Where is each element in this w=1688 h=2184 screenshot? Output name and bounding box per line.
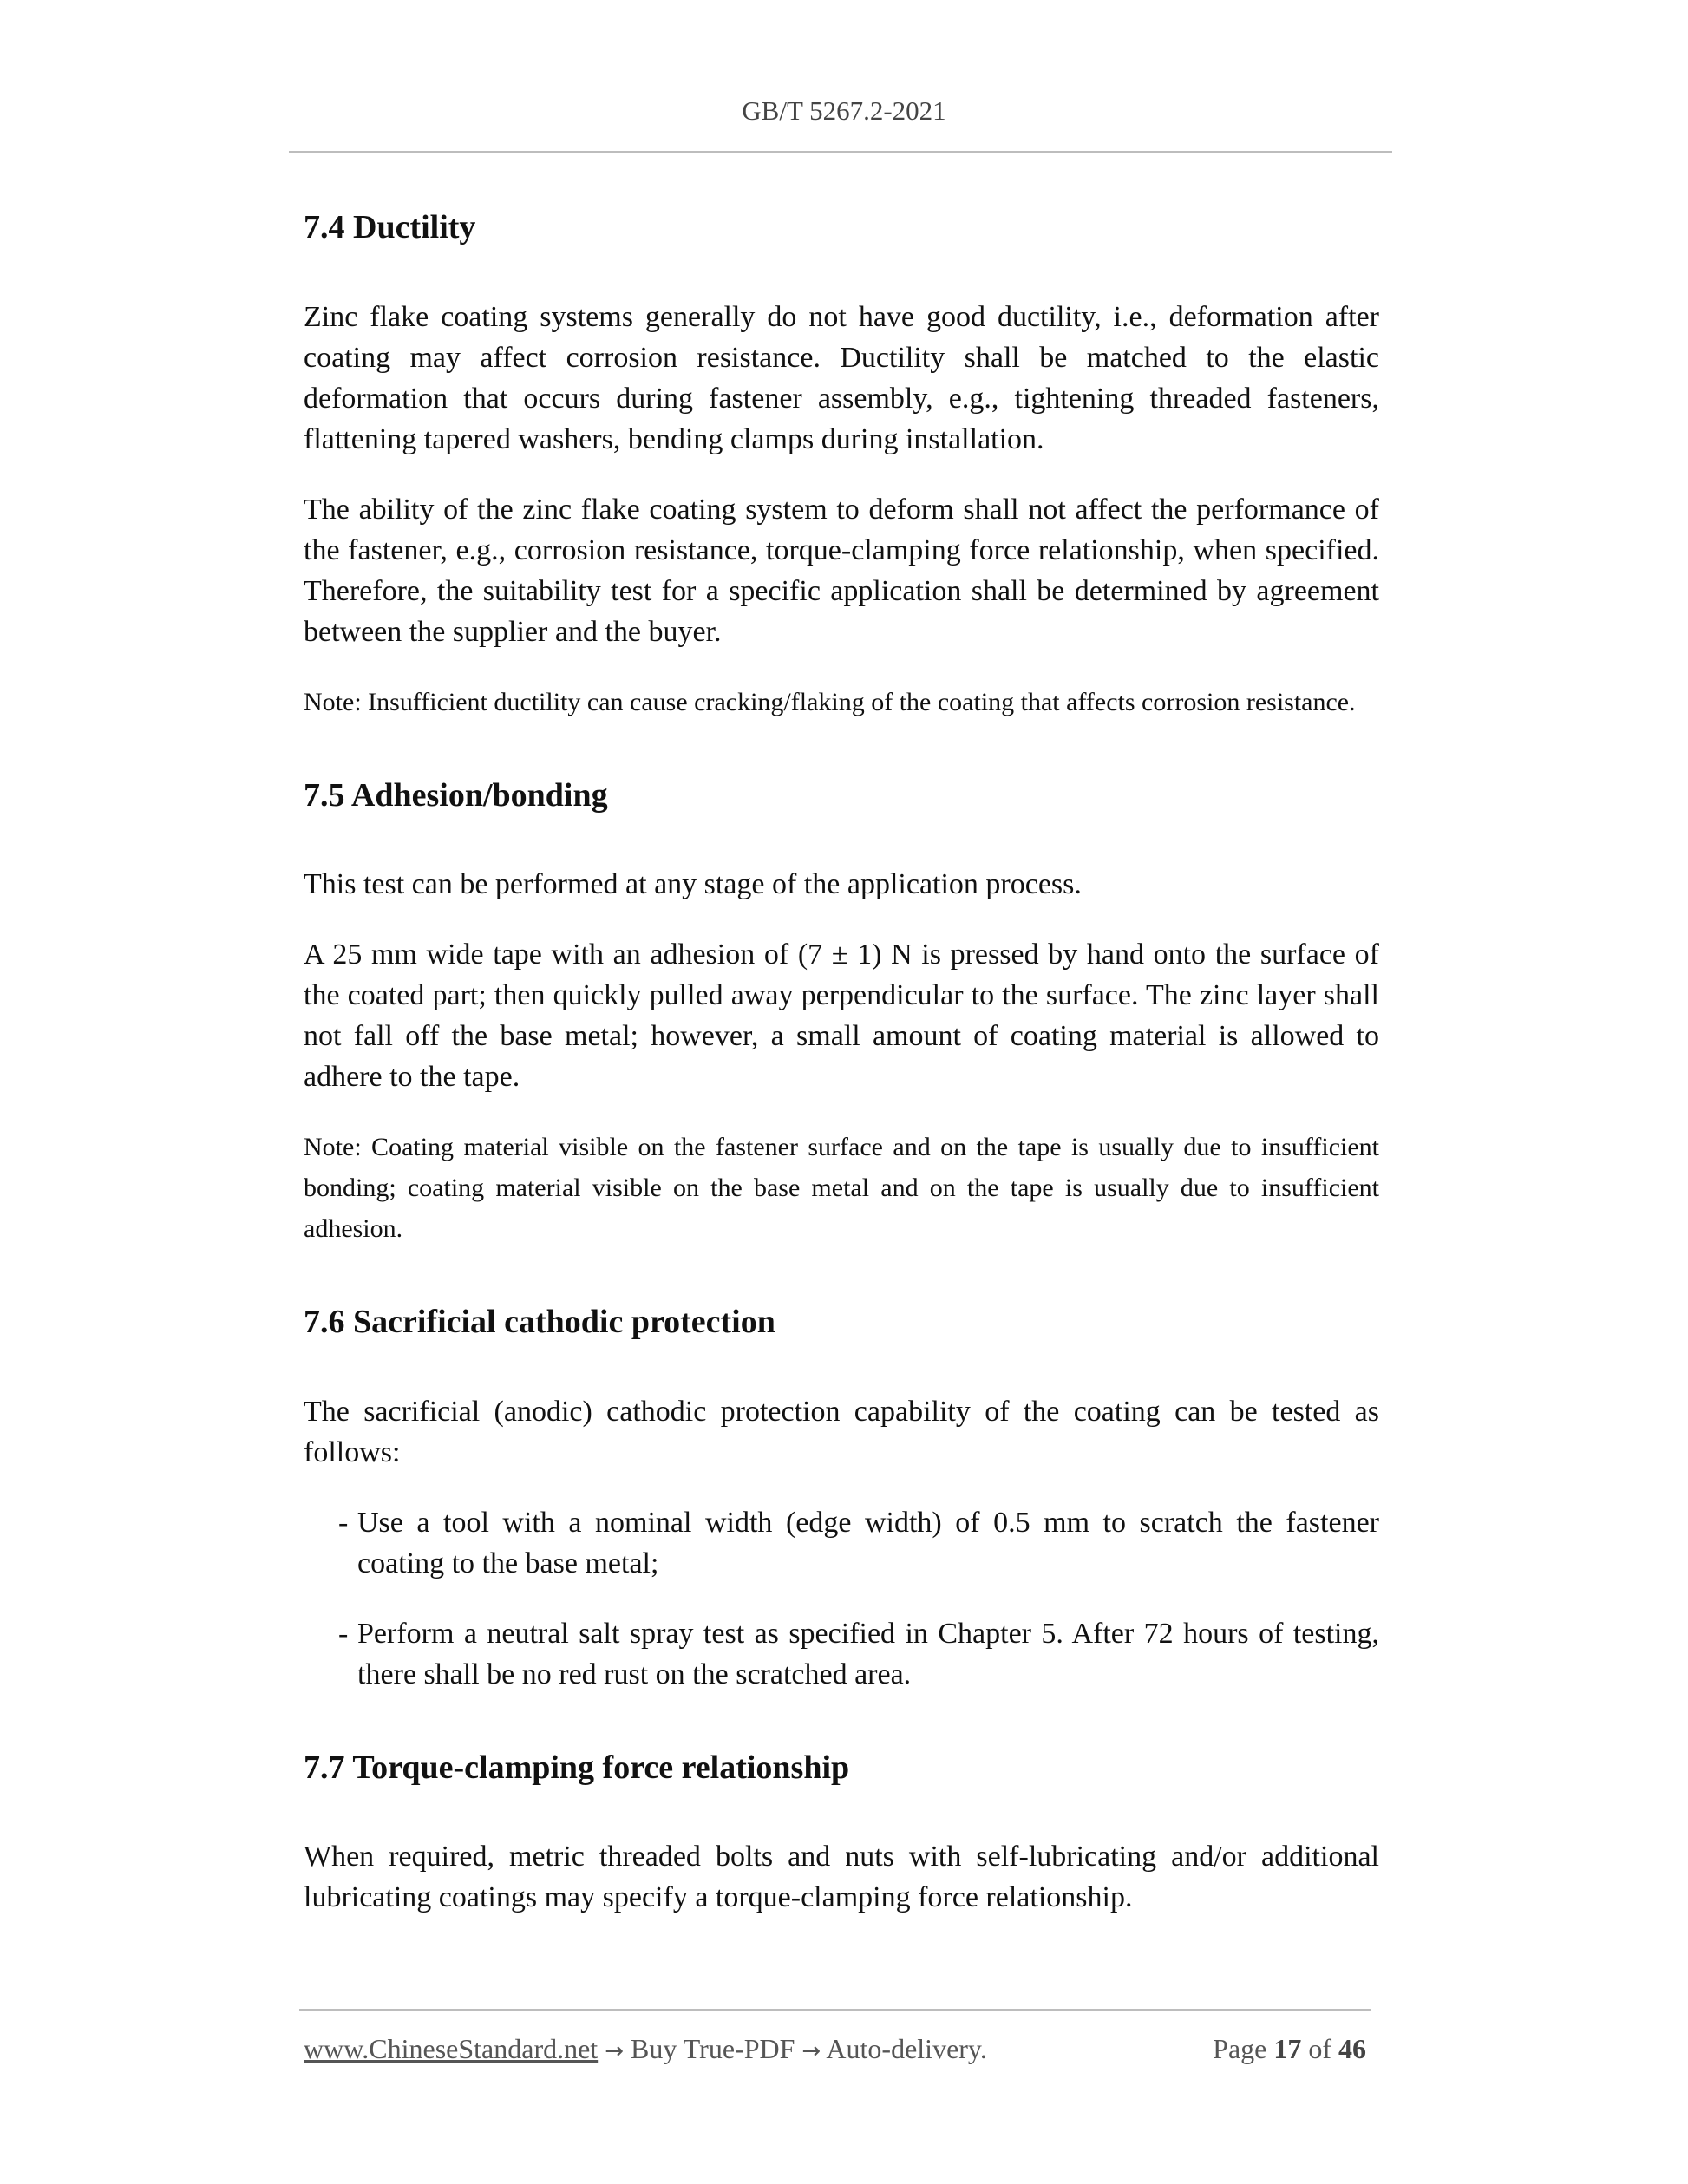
list-item-text: Perform a neutral salt spray test as specified in Chapter 5. After 72 hours of testing, there shall be no red rust on the scratched area. xyxy=(357,1617,1379,1690)
note: Note: Insufficient ductility can cause cracking/flaking of the coating that affects corrosion resistance. xyxy=(304,687,1356,716)
footer-step-buy: Buy True-PDF xyxy=(630,2033,795,2064)
page-current: 17 xyxy=(1273,2033,1302,2064)
section-heading-7-6: 7.6 Sacrificial cathodic protection xyxy=(304,1304,775,1341)
page-body xyxy=(304,199,1379,1918)
paragraph: This test can be performed at any stage of the application process. xyxy=(304,868,1082,901)
running-header: GB/T 5267.2-2021 xyxy=(742,95,946,126)
list-dash: - xyxy=(338,1506,349,1539)
page-label: Page xyxy=(1213,2033,1267,2064)
section-heading-7-4: 7.4 Ductility xyxy=(304,209,476,245)
list-item xyxy=(304,1502,1379,1584)
list-item-text: Use a tool with a nominal width (edge width) of 0.5 mm to scratch the fastener coating to the base metal; xyxy=(357,1506,1379,1579)
arrow-right-icon: → xyxy=(605,2038,624,2064)
website-link[interactable]: www.ChineseStandard.net xyxy=(304,2033,599,2064)
page-total: 46 xyxy=(1338,2033,1366,2064)
footer-promo xyxy=(304,2033,987,2065)
paragraph: A 25 mm wide tape with an adhesion of (7 ± 1) N is pressed by hand onto the surface of the coated part; then quickly pulled away perpendicular to the surface. The zinc layer shall not fall off the base metal; however, a small amount of coating material is allowed to adhere to the tape. xyxy=(304,938,1379,1094)
page-number xyxy=(1188,2033,1366,2065)
paragraph: The sacrificial (anodic) cathodic protection capability of the coating can be tested as follows: xyxy=(304,1395,1379,1468)
note: Note: Coating material visible on the fastener surface and on the tape is usually due to insufficient bonding; coating material visible on the base metal and on the tape is usually due to insufficient adhesion. xyxy=(304,1133,1379,1244)
paragraph: Zinc flake coating systems generally do not have good ductility, i.e., deformation after coating may affect corrosion resistance. Ductility shall be matched to the elastic deformation that occurs during fastener assembly, e.g., tightening threaded fasteners, flattening tapered washers, bending clamps during installation. xyxy=(304,300,1379,455)
section-heading-7-7: 7.7 Torque-clamping force relationship xyxy=(304,1749,850,1786)
footer-step-delivery: Auto-delivery. xyxy=(826,2033,987,2064)
header-divider xyxy=(289,151,1392,153)
paragraph: When required, metric threaded bolts and nuts with self-lubricating and/or additional lubricating coatings may specify a torque-clamping force relationship. xyxy=(304,1841,1379,1914)
page-of-label: of xyxy=(1308,2033,1331,2064)
section-heading-7-5: 7.5 Adhesion/bonding xyxy=(304,776,608,814)
footer-divider xyxy=(299,2009,1371,2011)
arrow-right-icon: → xyxy=(801,2038,821,2064)
list-dash: - xyxy=(338,1617,349,1650)
list-item xyxy=(304,1613,1379,1695)
paragraph: The ability of the zinc flake coating system to deform shall not affect the performance of the fastener, e.g., corrosion resistance, torque-clamping force relationship, when specified. Therefore, the suitability test for a specific application shall be determined by agreement between the supplier and the buyer. xyxy=(304,493,1379,648)
